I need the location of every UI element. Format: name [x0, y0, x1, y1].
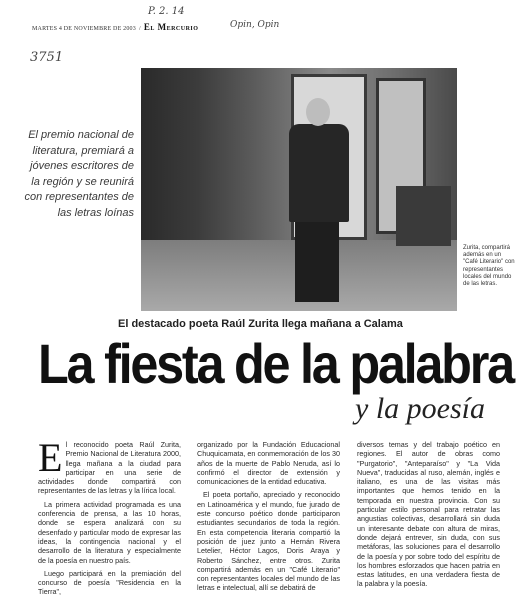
article-headline: La fiesta de la palabra: [38, 332, 513, 395]
photo-table: [396, 186, 451, 246]
handwritten-reference-note: P. 2. 14: [148, 6, 185, 17]
paragraph-text: l reconocido poeta Raúl Zurita, Premio Nacional de Literatura 2000, llega mañana a la ciudad para participar en una serie de actividades donde compartirá con representantes de las letras y la lírica local.: [38, 440, 181, 496]
drop-cap: E: [38, 435, 63, 480]
article-paragraph: Luego participará en la premiación del concurso de poesía "Residencia en la Tierra",: [38, 568, 181, 597]
handwritten-archive-number: 3751: [30, 50, 64, 65]
photo-figure-head: [306, 98, 330, 126]
photo-figure-legs: [295, 218, 339, 302]
handwritten-scribble-note: Opin, Opin: [230, 20, 280, 30]
photo-caption: Zurita, compartirá además en un "Café Literario" con representantes locales del mundo de las letras.: [463, 245, 515, 288]
article-column-3: [357, 440, 500, 593]
article-paragraph: La primera actividad programada es una conferencia de prensa, a las 10 horas, donde se espera analizará con su desenfado y particular modo de expresar las ideas, la contingencia nacional y el desarrollo de la literatura y especialmente de la poesía en nuestro país.: [38, 499, 181, 565]
article-subheadline: y la poesía: [355, 392, 485, 425]
article-photo: [141, 68, 457, 311]
newspaper-name: El Mercurio: [143, 22, 199, 32]
article-paragraph: organizado por la Fundación Educacional Chuquicamata, en conmemoración de los 30 años de la muerte de Pablo Neruda, así lo confirmó el director de extensión y comunicaciones de la entidad educativa.: [197, 440, 340, 487]
article-column-1: [38, 435, 181, 601]
article-paragraph: El poeta portaño, apreciado y reconocido en Latinoamérica y el mundo, fue jurado de este concurso poético donde participaron estudiantes secundarios de toda la región. En esta competencia literaria compartió la posición de juez junto a Hernán Rivera Letelier, Héctor Lagos, Doris Araya y Roberto Sánchez, entre otros. Zurita compartirá además en un "Café Literario" con representantes locales del mundo de las letras e intelectual, allí se debatirá de: [197, 490, 340, 593]
article-column-2: [197, 440, 340, 597]
article-kicker: El destacado poeta Raúl Zurita llega mañana a Calama: [118, 318, 403, 330]
issue-date: MARTES 4 DE NOVIEMBRE DE 2003: [32, 26, 136, 32]
newspaper-masthead: MARTES 4 DE NOVIEMBRE DE 2003 / El Mercurio: [32, 22, 199, 32]
pull-quote: El premio nacional de literatura, premiará a jóvenes escritores de la región y se reunirá con representantes de las letras loínas: [24, 129, 134, 219]
article-paragraph: diversos temas y del trabajo poético en regiones. El autor de obras como "Purgatorio", "Anteparaíso" y "La Vida Nueva", traducidas al ruso, alemán, inglés e italiano, es una de las visitas más importantes que hemos tenido en la temporada en nuestra provincia. Con su particular estilo personal para retratar las angustias colectivas, desarrollará sin duda un interesante debate con altura de miras, donde dejará entrever, sin duda, con sus metáforas, las soluciones para el desarrollo de la poesía y por sobre todo del espíritu de los hombres esforzados que hacen patria en estas latitudes, en una verdadera fiesta de la palabra y la poesía.: [357, 440, 500, 589]
article-paragraph: [38, 435, 181, 496]
photo-figure-body: [289, 124, 349, 222]
